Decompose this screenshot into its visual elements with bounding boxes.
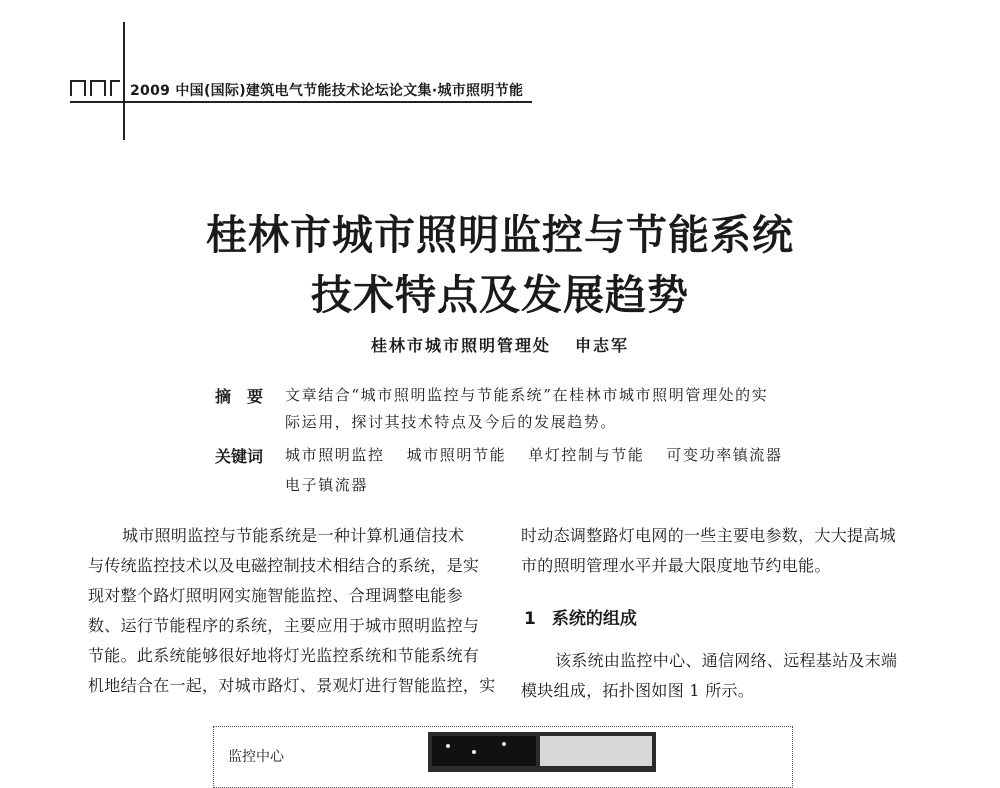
keyword: 城市照明节能 xyxy=(406,446,507,464)
left-column xyxy=(88,521,496,701)
keyword: 电子镇流器 xyxy=(285,476,369,494)
figure-label: 监控中心 xyxy=(228,749,284,765)
header-mark-box xyxy=(110,80,120,96)
body-line: 时动态调整路灯电网的一些主要电参数，大大提高城 xyxy=(521,526,896,545)
abstract-label: 摘 要 xyxy=(215,387,264,406)
paper-title-line-2: 技术特点及发展趋势 xyxy=(311,271,689,319)
body-line: 数、运行节能程序的系统，主要应用于城市照明监控与 xyxy=(88,616,480,635)
section-title: 系统的组成 xyxy=(551,609,637,629)
author-organization: 桂林市城市照明管理处 xyxy=(370,336,551,355)
body-line: 城市照明监控与节能系统是一种计算机通信技术 xyxy=(122,526,465,545)
abstract-line-2: 际运用，探讨其技术特点及今后的发展趋势。 xyxy=(285,413,618,431)
keywords-label: 关键词 xyxy=(215,447,264,466)
keywords-list xyxy=(285,444,805,465)
right-column-top xyxy=(521,521,896,581)
header-mark-box xyxy=(70,80,86,96)
abstract-line-1: 文章结合“城市照明监控与节能系统”在桂林市城市照明管理处的实 xyxy=(285,386,769,404)
body-line: 模块组成，拓扑图如图 1 所示。 xyxy=(521,681,755,700)
figure-photo-night-view xyxy=(432,736,536,766)
keyword: 城市照明监控 xyxy=(285,446,385,464)
paper-title-line-1: 桂林市城市照明监控与节能系统 xyxy=(206,211,794,259)
keyword: 可变功率镇流器 xyxy=(666,446,783,464)
section-heading xyxy=(524,604,637,629)
body-line: 该系统由监控中心、通信网络、远程基站及末端 xyxy=(555,651,898,670)
figure-photo xyxy=(428,732,656,772)
header-rule xyxy=(70,101,532,103)
body-line: 市的照明管理水平并最大限度地节约电能。 xyxy=(521,556,831,575)
body-line: 现对整个路灯照明网实施智能监控、合理调整电能参 xyxy=(88,586,463,605)
figure-photo-screen xyxy=(540,736,652,766)
body-line: 机地结合在一起，对城市路灯、景观灯进行智能监控，实 xyxy=(88,676,496,695)
author-name: 申志军 xyxy=(575,336,630,355)
body-line: 节能。此系统能够很好地将灯光监控系统和节能系统有 xyxy=(88,646,480,665)
author-line xyxy=(0,333,1000,356)
body-line: 与传统监控技术以及电磁控制技术相结合的系统，是实 xyxy=(88,556,480,575)
keyword: 单灯控制与节能 xyxy=(528,446,645,464)
header-mark-box xyxy=(90,80,106,96)
crop-mark-vertical xyxy=(123,22,125,140)
running-header: 2009 中国(国际)建筑电气节能技术论坛论文集·城市照明节能 xyxy=(130,83,524,99)
section-number: 1 xyxy=(524,609,536,629)
right-column-bottom xyxy=(521,646,897,706)
